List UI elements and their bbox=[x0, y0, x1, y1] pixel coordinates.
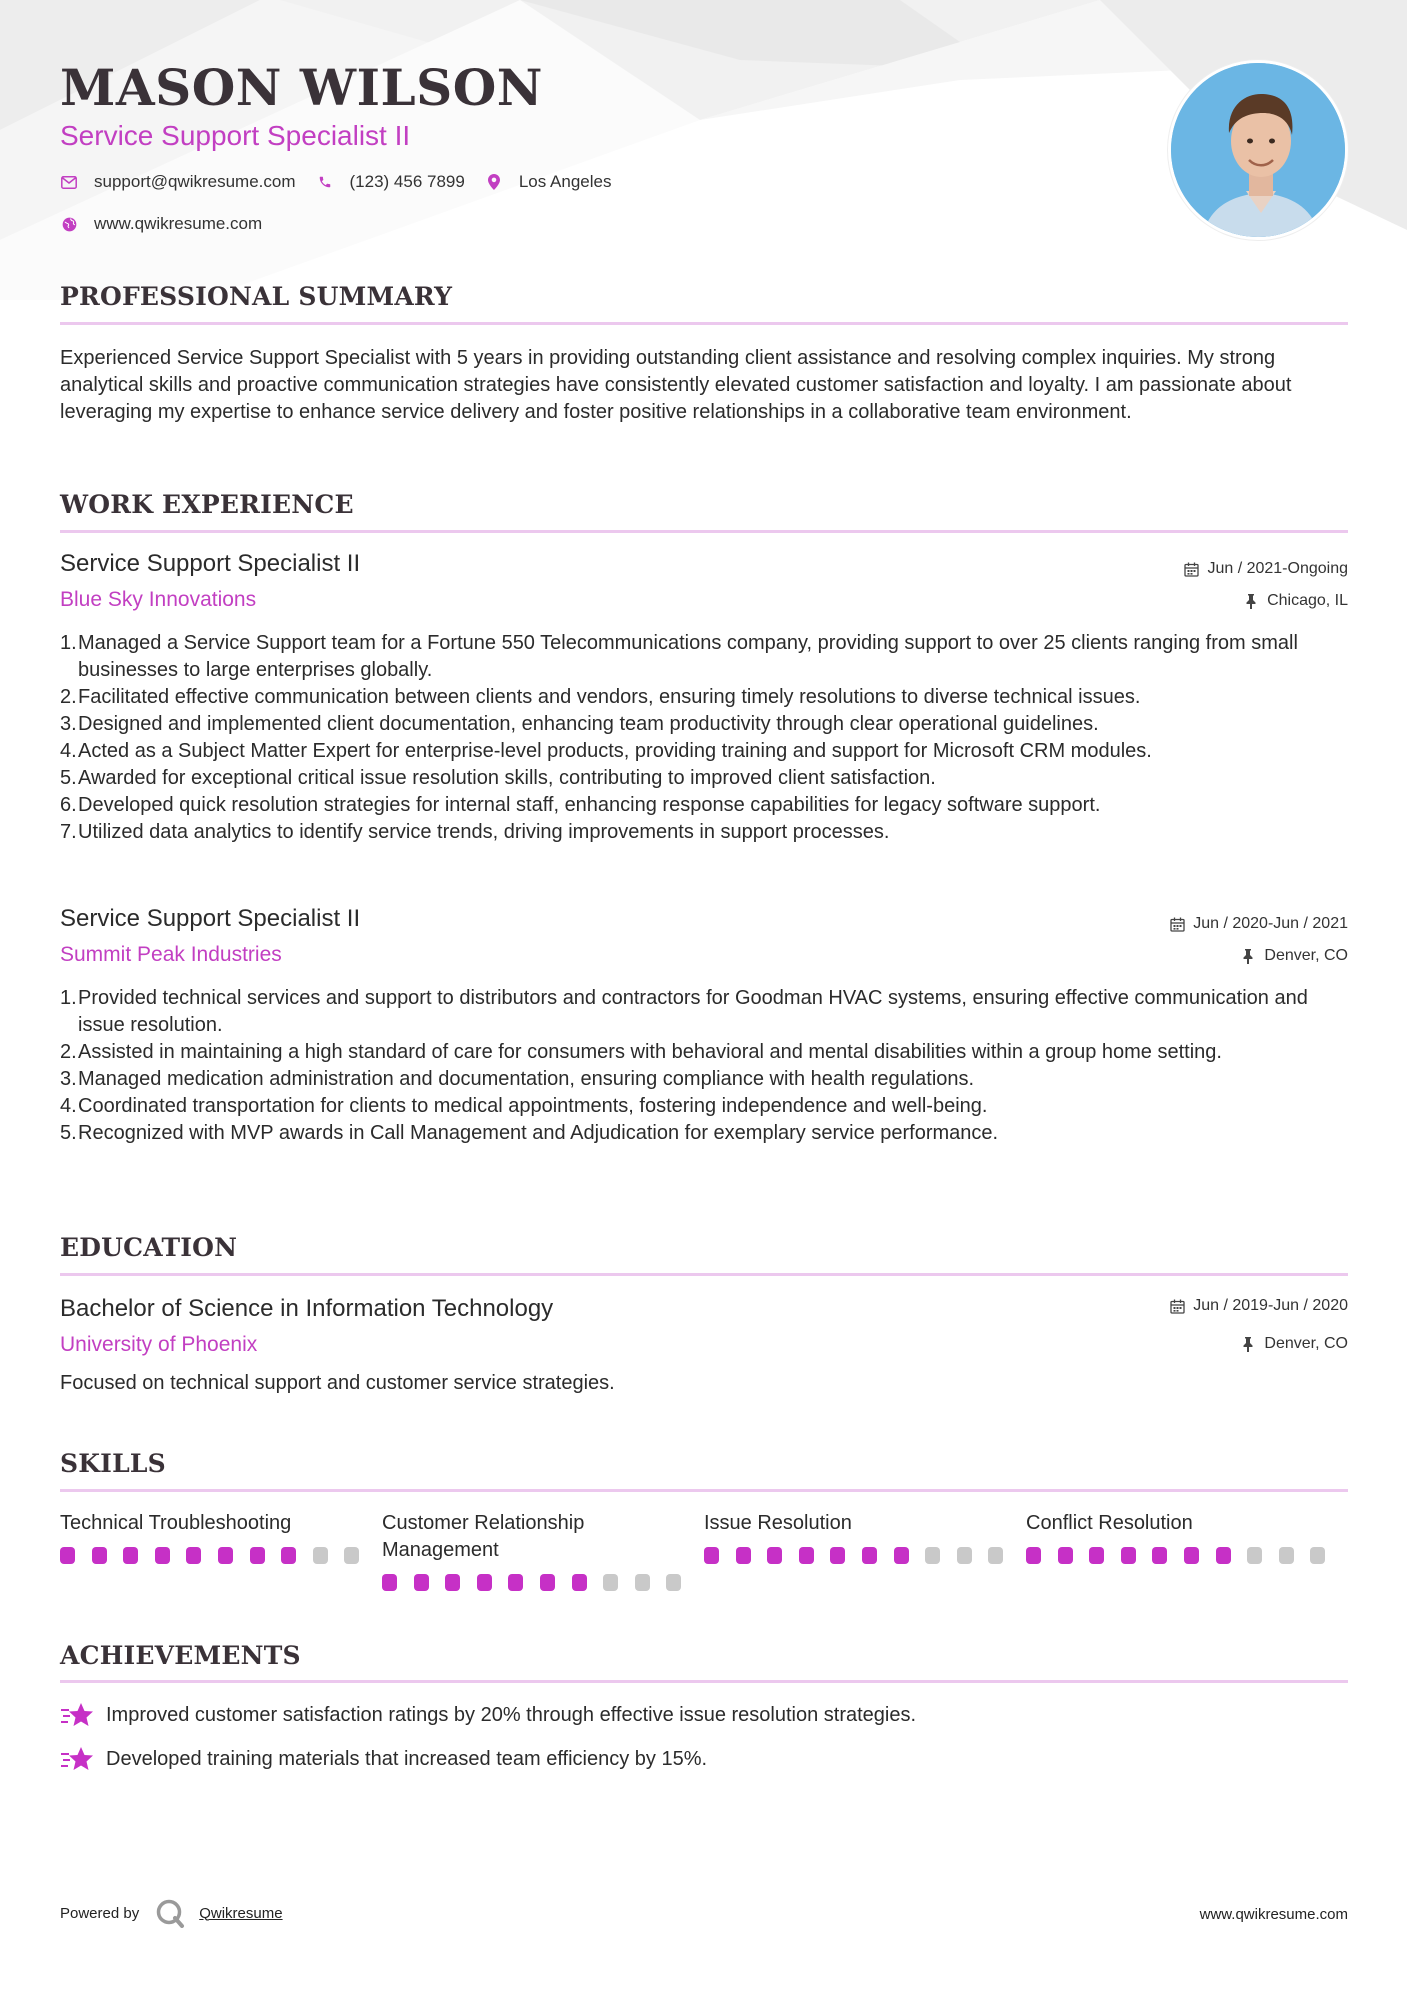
rating-dot-filled bbox=[799, 1547, 814, 1564]
rating-dot-filled bbox=[281, 1547, 296, 1564]
education-school: University of Phoenix bbox=[60, 1333, 258, 1356]
rating-dot-empty bbox=[313, 1547, 328, 1564]
rating-dot-empty bbox=[1247, 1547, 1262, 1564]
rating-dot-filled bbox=[1026, 1547, 1041, 1564]
skill-name: Customer Relationship Management bbox=[382, 1512, 585, 1561]
job-location-text: Denver, CO bbox=[1264, 947, 1348, 964]
rating-dot-filled bbox=[508, 1574, 523, 1591]
powered-by-label: Powered by bbox=[60, 1904, 140, 1922]
rating-dot-empty bbox=[603, 1574, 618, 1591]
profile-photo bbox=[1168, 60, 1348, 240]
rating-dot-filled bbox=[92, 1547, 107, 1564]
rating-dot-filled bbox=[1058, 1547, 1073, 1564]
rating-dot-filled bbox=[862, 1547, 877, 1564]
job-role: Service Support Specialist II bbox=[60, 550, 361, 577]
contact-row-website bbox=[60, 214, 282, 234]
qwikresume-logo-icon bbox=[155, 1898, 185, 1928]
pushpin-icon bbox=[1240, 1336, 1256, 1352]
website-text: www.qwikresume.com bbox=[94, 214, 263, 233]
rating-dot-filled bbox=[830, 1547, 845, 1564]
rating-dot-filled bbox=[894, 1547, 909, 1564]
rating-dot-empty bbox=[635, 1574, 650, 1591]
job-company: Blue Sky Innovations bbox=[60, 588, 257, 611]
rating-dot-empty bbox=[925, 1547, 940, 1564]
footer-website[interactable]: www.qwikresume.com bbox=[1199, 1906, 1348, 1923]
list-item: Coordinated transportation for clients to medical appointments, fostering independence and well-being. bbox=[78, 1095, 988, 1117]
list-item: Facilitated effective communication between clients and vendors, ensuring timely resolutions to diverse technical issues. bbox=[78, 686, 1141, 708]
phone-icon bbox=[316, 173, 334, 191]
achievements-heading: ACHIEVEMENTS bbox=[60, 1641, 301, 1670]
section-divider bbox=[60, 322, 1348, 325]
education-location bbox=[1240, 1335, 1348, 1353]
education-heading: EDUCATION bbox=[60, 1233, 238, 1262]
job-dates-text: Jun / 2020-Jun / 2021 bbox=[1193, 915, 1348, 932]
skill-name: Technical Troubleshooting bbox=[60, 1512, 292, 1534]
rating-dot-filled bbox=[414, 1574, 429, 1591]
skills-list bbox=[60, 1510, 1348, 1591]
rating-dot-filled bbox=[1089, 1547, 1104, 1564]
job-company: Summit Peak Industries bbox=[60, 943, 282, 966]
rating-dot-filled bbox=[123, 1547, 138, 1564]
section-divider bbox=[60, 530, 1348, 533]
experience-heading: WORK EXPERIENCE bbox=[60, 490, 354, 519]
section-divider bbox=[60, 1680, 1348, 1683]
education-dates bbox=[1169, 1297, 1348, 1315]
job-dates-text: Jun / 2021-Ongoing bbox=[1207, 560, 1348, 577]
list-item: Acted as a Subject Matter Expert for enterprise-level products, providing training and support for Microsoft CRM modules. bbox=[78, 740, 1152, 762]
rating-dot-filled bbox=[250, 1547, 265, 1564]
candidate-name: MASON WILSON bbox=[60, 58, 543, 117]
rating-dot-empty bbox=[344, 1547, 359, 1564]
rating-dot-filled bbox=[60, 1547, 75, 1564]
star-icon bbox=[60, 1700, 94, 1730]
education-location-text: Denver, CO bbox=[1264, 1335, 1348, 1352]
rating-dot-filled bbox=[382, 1574, 397, 1591]
contact-email[interactable] bbox=[60, 172, 296, 192]
contact-location bbox=[485, 172, 612, 192]
pushpin-icon bbox=[1243, 593, 1259, 609]
rating-dot-filled bbox=[445, 1574, 460, 1591]
education-degree: Bachelor of Science in Information Technology bbox=[60, 1295, 554, 1322]
education-dates-text: Jun / 2019-Jun / 2020 bbox=[1193, 1297, 1348, 1314]
rating-dot-filled bbox=[704, 1547, 719, 1564]
list-item: Managed medication administration and documentation, ensuring compliance with health regulations. bbox=[78, 1068, 975, 1090]
job-location-text: Chicago, IL bbox=[1267, 592, 1348, 609]
job-bullets bbox=[60, 630, 1348, 846]
contact-phone[interactable] bbox=[316, 172, 465, 192]
contact-row bbox=[60, 172, 631, 192]
star-icon bbox=[60, 1744, 94, 1774]
job-dates bbox=[1169, 915, 1348, 933]
calendar-icon bbox=[1169, 916, 1185, 932]
list-item: Provided technical services and support to distributors and contractors for Goodman HVAC systems, ensuring effective communication and issue resolution. bbox=[78, 987, 1308, 1036]
rating-dot-empty bbox=[1279, 1547, 1294, 1564]
skill-rating bbox=[704, 1547, 1026, 1564]
contact-website[interactable] bbox=[60, 214, 262, 234]
skill-name: Issue Resolution bbox=[704, 1512, 852, 1534]
rating-dot-empty bbox=[957, 1547, 972, 1564]
achievement-text: Developed training materials that increased team efficiency by 15%. bbox=[106, 1747, 708, 1770]
rating-dot-empty bbox=[666, 1574, 681, 1591]
job-dates bbox=[1183, 560, 1348, 578]
list-item: Awarded for exceptional critical issue resolution skills, contributing to improved client satisfaction. bbox=[78, 767, 936, 789]
rating-dot-filled bbox=[218, 1547, 233, 1564]
rating-dot-filled bbox=[1152, 1547, 1167, 1564]
phone-text: (123) 456 7899 bbox=[349, 172, 465, 191]
pushpin-icon bbox=[1240, 948, 1256, 964]
list-item: Developed quick resolution strategies for internal staff, enhancing response capabilities for legacy software support. bbox=[78, 794, 1101, 816]
rating-dot-filled bbox=[1121, 1547, 1136, 1564]
rating-dot-filled bbox=[1216, 1547, 1231, 1564]
section-divider bbox=[60, 1273, 1348, 1276]
globe-icon bbox=[60, 215, 78, 233]
rating-dot-filled bbox=[155, 1547, 170, 1564]
skill-item bbox=[382, 1510, 704, 1591]
location-text: Los Angeles bbox=[518, 172, 612, 191]
rating-dot-filled bbox=[540, 1574, 555, 1591]
achievement-item bbox=[60, 1700, 916, 1730]
summary-heading: PROFESSIONAL SUMMARY bbox=[60, 282, 453, 311]
rating-dot-filled bbox=[767, 1547, 782, 1564]
achievement-text: Improved customer satisfaction ratings by 20% through effective issue resolution strategies. bbox=[106, 1703, 917, 1726]
envelope-icon bbox=[60, 173, 78, 191]
section-divider bbox=[60, 1489, 1348, 1492]
skill-item bbox=[60, 1510, 382, 1591]
list-item: Recognized with MVP awards in Call Management and Adjudication for exemplary service performance. bbox=[78, 1122, 999, 1144]
rating-dot-empty bbox=[1310, 1547, 1325, 1564]
rating-dot-filled bbox=[186, 1547, 201, 1564]
job-location bbox=[1240, 947, 1348, 965]
calendar-icon bbox=[1183, 561, 1199, 577]
skills-heading: SKILLS bbox=[60, 1449, 166, 1478]
qwikresume-link[interactable]: Qwikresume bbox=[199, 1904, 283, 1922]
list-item: Assisted in maintaining a high standard of care for consumers with behavioral and mental disabilities within a group home setting. bbox=[78, 1041, 1222, 1063]
rating-dot-empty bbox=[988, 1547, 1003, 1564]
skill-rating bbox=[60, 1547, 382, 1564]
skill-rating bbox=[1026, 1547, 1348, 1564]
education-description: Focused on technical support and customer service strategies. bbox=[60, 1372, 615, 1394]
job-bullets bbox=[60, 985, 1348, 1147]
list-item: Utilized data analytics to identify service trends, driving improvements in support processes. bbox=[78, 821, 890, 843]
skill-item bbox=[704, 1510, 1026, 1591]
candidate-title: Service Support Specialist II bbox=[60, 120, 411, 151]
email-text: support@qwikresume.com bbox=[94, 172, 296, 191]
job-location bbox=[1243, 592, 1348, 610]
summary-text: Experienced Service Support Specialist with 5 years in providing outstanding client assistance and resolving complex inquiries. My strong analytical skills and proactive communication strategies have consistently elevated customer satisfaction and loyalty. I am passionate about leveraging my expertise to enhance service delivery and foster positive relationships in a collaborative team environment. bbox=[60, 347, 1292, 423]
rating-dot-filled bbox=[572, 1574, 587, 1591]
rating-dot-filled bbox=[477, 1574, 492, 1591]
achievement-item bbox=[60, 1744, 707, 1774]
rating-dot-filled bbox=[736, 1547, 751, 1564]
skill-item bbox=[1026, 1510, 1348, 1591]
map-pin-icon bbox=[485, 173, 503, 191]
list-item: Designed and implemented client documentation, enhancing team productivity through clear operational guidelines. bbox=[78, 713, 1099, 735]
list-item: Managed a Service Support team for a Fortune 550 Telecommunications company, providing support to over 25 clients ranging from small businesses to large enterprises globally. bbox=[78, 632, 1298, 681]
calendar-icon bbox=[1169, 1298, 1185, 1314]
skill-name: Conflict Resolution bbox=[1026, 1512, 1193, 1534]
skill-rating bbox=[382, 1574, 704, 1591]
rating-dot-filled bbox=[1184, 1547, 1199, 1564]
footer-powered-by bbox=[60, 1898, 283, 1928]
job-role: Service Support Specialist II bbox=[60, 905, 361, 932]
